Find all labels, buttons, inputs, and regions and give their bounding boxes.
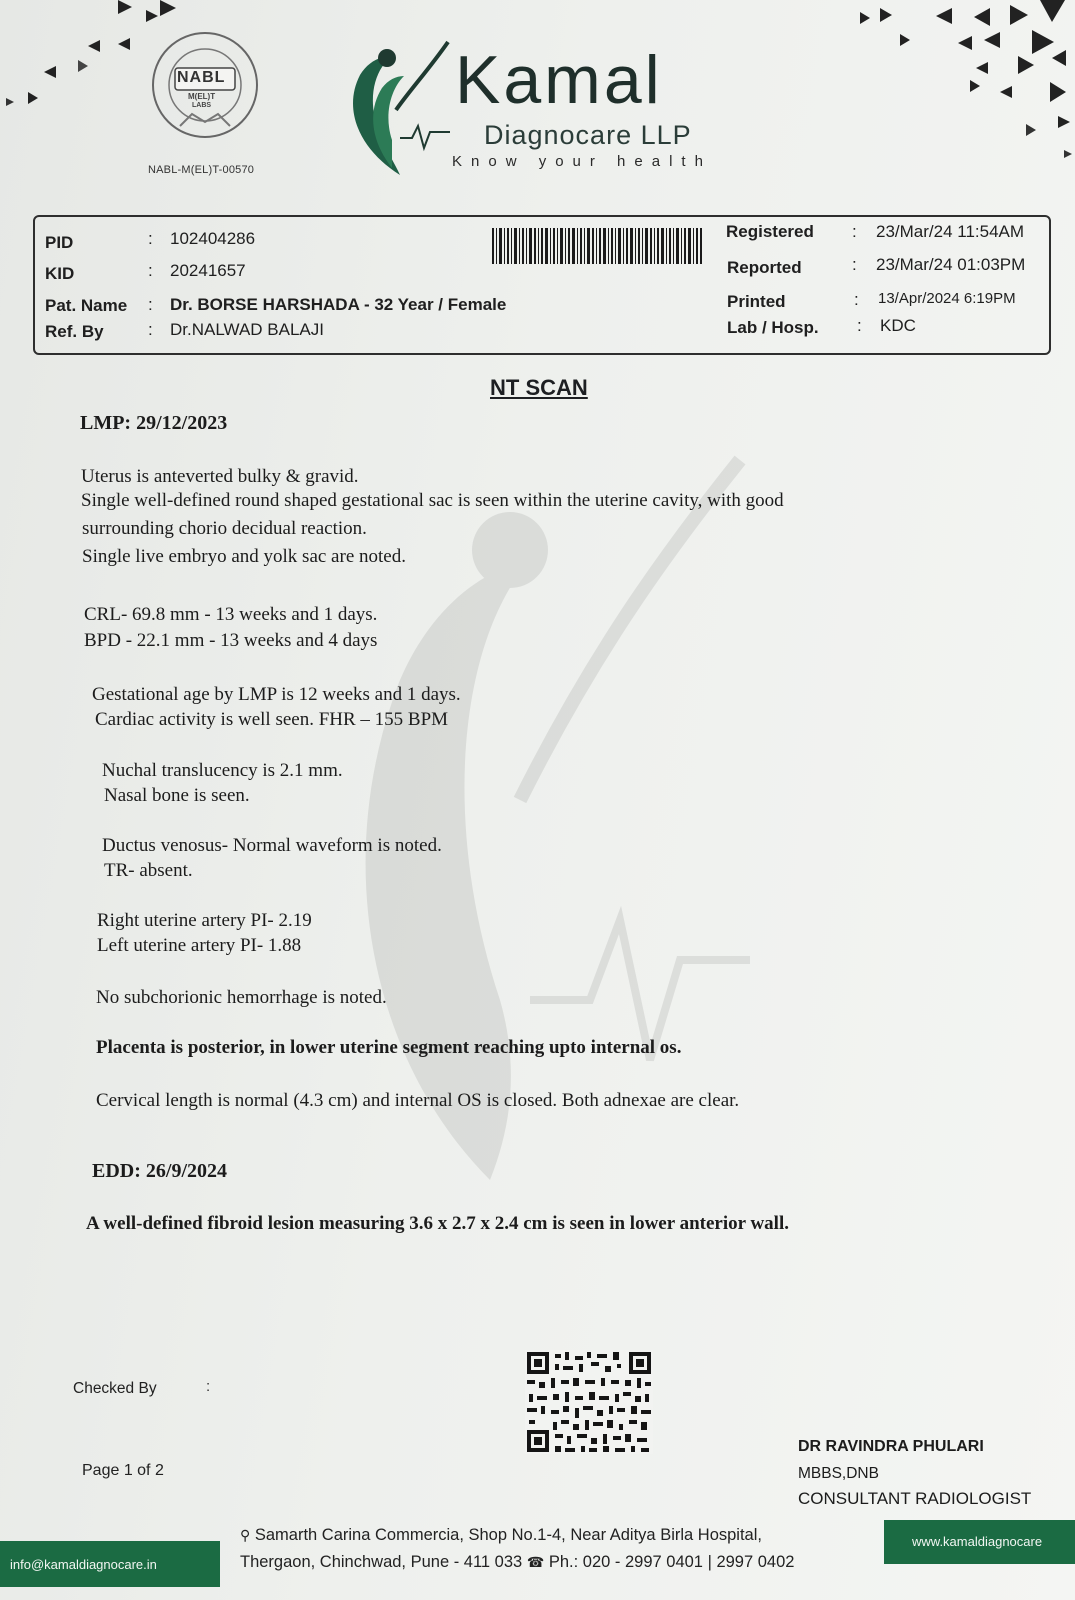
address-line-2: Thergaon, Chinchwad, Pune - 411 033 xyxy=(240,1553,523,1571)
kid-colon: : xyxy=(148,261,153,280)
finding-line: Uterus is anteverted bulky & gravid. xyxy=(81,466,359,487)
brand-name: Kamal xyxy=(455,42,663,118)
address-line-1: Samarth Carina Commercia, Shop No.1-4, Near Aditya Birla Hospital, xyxy=(254,1526,762,1544)
registered-colon: : xyxy=(852,222,857,241)
finding-line-fibroid: A well-defined fibroid lesion measuring 3.6 x 2.7 x 2.4 cm is seen in lower anterior wall. xyxy=(86,1213,789,1234)
finding-line: Left uterine artery PI- 1.88 xyxy=(97,935,302,956)
finding-line: Gestational age by LMP is 12 weeks and 1 days. xyxy=(92,684,461,705)
nabl-seal-subtext-2: LABS xyxy=(192,102,212,109)
patient-name-label: Pat. Name xyxy=(45,296,128,315)
footer-email-bar xyxy=(0,1541,220,1587)
finding-line-placenta: Placenta is posterior, in lower uterine segment reaching upto internal os. xyxy=(96,1037,682,1058)
barcode xyxy=(492,228,702,264)
registered-label: Registered xyxy=(726,222,814,241)
finding-line: surrounding chorio decidual reaction. xyxy=(82,518,367,539)
footer-website[interactable]: www.kamaldiagnocare xyxy=(912,1534,1043,1549)
nabl-code: NABL-M(EL)T-00570 xyxy=(148,164,255,176)
page-number: Page 1 of 2 xyxy=(82,1462,164,1479)
registered-value: 23/Mar/24 11:54AM xyxy=(876,222,1025,241)
lab-hosp-colon: : xyxy=(857,316,862,335)
location-pin-icon: ⚲ xyxy=(240,1527,251,1543)
lab-hosp-label: Lab / Hosp. xyxy=(727,318,819,337)
footer-website-bar xyxy=(884,1520,1075,1564)
finding-line: BPD - 22.1 mm - 13 weeks and 4 days xyxy=(84,630,378,651)
footer-address xyxy=(240,1522,794,1576)
finding-line: No subchorionic hemorrhage is noted. xyxy=(96,987,387,1008)
footer-email[interactable]: info@kamaldiagnocare.in xyxy=(10,1557,157,1572)
finding-line: TR- absent. xyxy=(104,860,193,881)
nabl-seal-subtext: M(EL)T xyxy=(188,92,216,101)
brand-tagline: Know your health xyxy=(452,153,712,170)
finding-line: Nasal bone is seen. xyxy=(104,785,250,806)
kid-value: 20241657 xyxy=(170,261,246,280)
doctor-name: DR RAVINDRA PHULARI xyxy=(798,1438,984,1455)
doctor-degree: MBBS,DNB xyxy=(798,1465,879,1482)
printed-colon: : xyxy=(854,290,859,309)
finding-line: Cervical length is normal (4.3 cm) and internal OS is closed. Both adnexae are clear. xyxy=(96,1090,740,1111)
patient-name-value: Dr. BORSE HARSHADA - 32 Year / Female xyxy=(170,295,507,314)
header-triangle-pattern-right xyxy=(840,0,1075,170)
checked-by-colon: : xyxy=(206,1378,211,1395)
ref-by-value: Dr.NALWAD BALAJI xyxy=(170,320,324,339)
lab-hosp-value: KDC xyxy=(880,316,916,335)
finding-line: Cardiac activity is well seen. FHR – 155 BPM xyxy=(95,709,449,730)
kamal-logo-mark xyxy=(340,40,450,180)
printed-label: Printed xyxy=(727,292,786,311)
finding-line: Ductus venosus- Normal waveform is noted. xyxy=(102,835,442,856)
reported-label: Reported xyxy=(727,258,802,277)
pid-colon: : xyxy=(148,229,153,248)
patient-name-colon: : xyxy=(148,295,153,314)
kid-label: KID xyxy=(45,264,75,283)
ref-by-colon: : xyxy=(148,320,153,339)
reported-value: 23/Mar/24 01:03PM xyxy=(876,255,1026,274)
brand-subtitle: Diagnocare LLP xyxy=(484,120,692,150)
checked-by-label: Checked By xyxy=(73,1380,157,1397)
finding-line: Single live embryo and yolk sac are noted. xyxy=(82,546,406,567)
qr-code xyxy=(525,1350,653,1454)
nabl-seal-text: NABL xyxy=(177,69,226,86)
phone-number: Ph.: 020 - 2997 0401 | 2997 0402 xyxy=(548,1553,795,1571)
printed-value: 13/Apr/2024 6:19PM xyxy=(878,290,1016,307)
phone-icon: ☎ xyxy=(526,1554,545,1570)
pid-value: 102404286 xyxy=(170,229,256,248)
finding-line: Single well-defined round shaped gestational sac is seen within the uterine cavity, with good xyxy=(81,490,784,511)
finding-line: CRL- 69.8 mm - 13 weeks and 1 days. xyxy=(84,604,378,625)
report-title: NT SCAN xyxy=(490,375,588,400)
edd-date: EDD: 26/9/2024 xyxy=(92,1160,227,1182)
pid-label: PID xyxy=(45,233,74,252)
finding-line: Right uterine artery PI- 2.19 xyxy=(97,910,312,931)
lmp-date: LMP: 29/12/2023 xyxy=(80,412,228,434)
doctor-title: CONSULTANT RADIOLOGIST xyxy=(798,1489,1032,1508)
ref-by-label: Ref. By xyxy=(45,322,104,341)
finding-line: Nuchal translucency is 2.1 mm. xyxy=(102,760,343,781)
reported-colon: : xyxy=(852,255,857,274)
